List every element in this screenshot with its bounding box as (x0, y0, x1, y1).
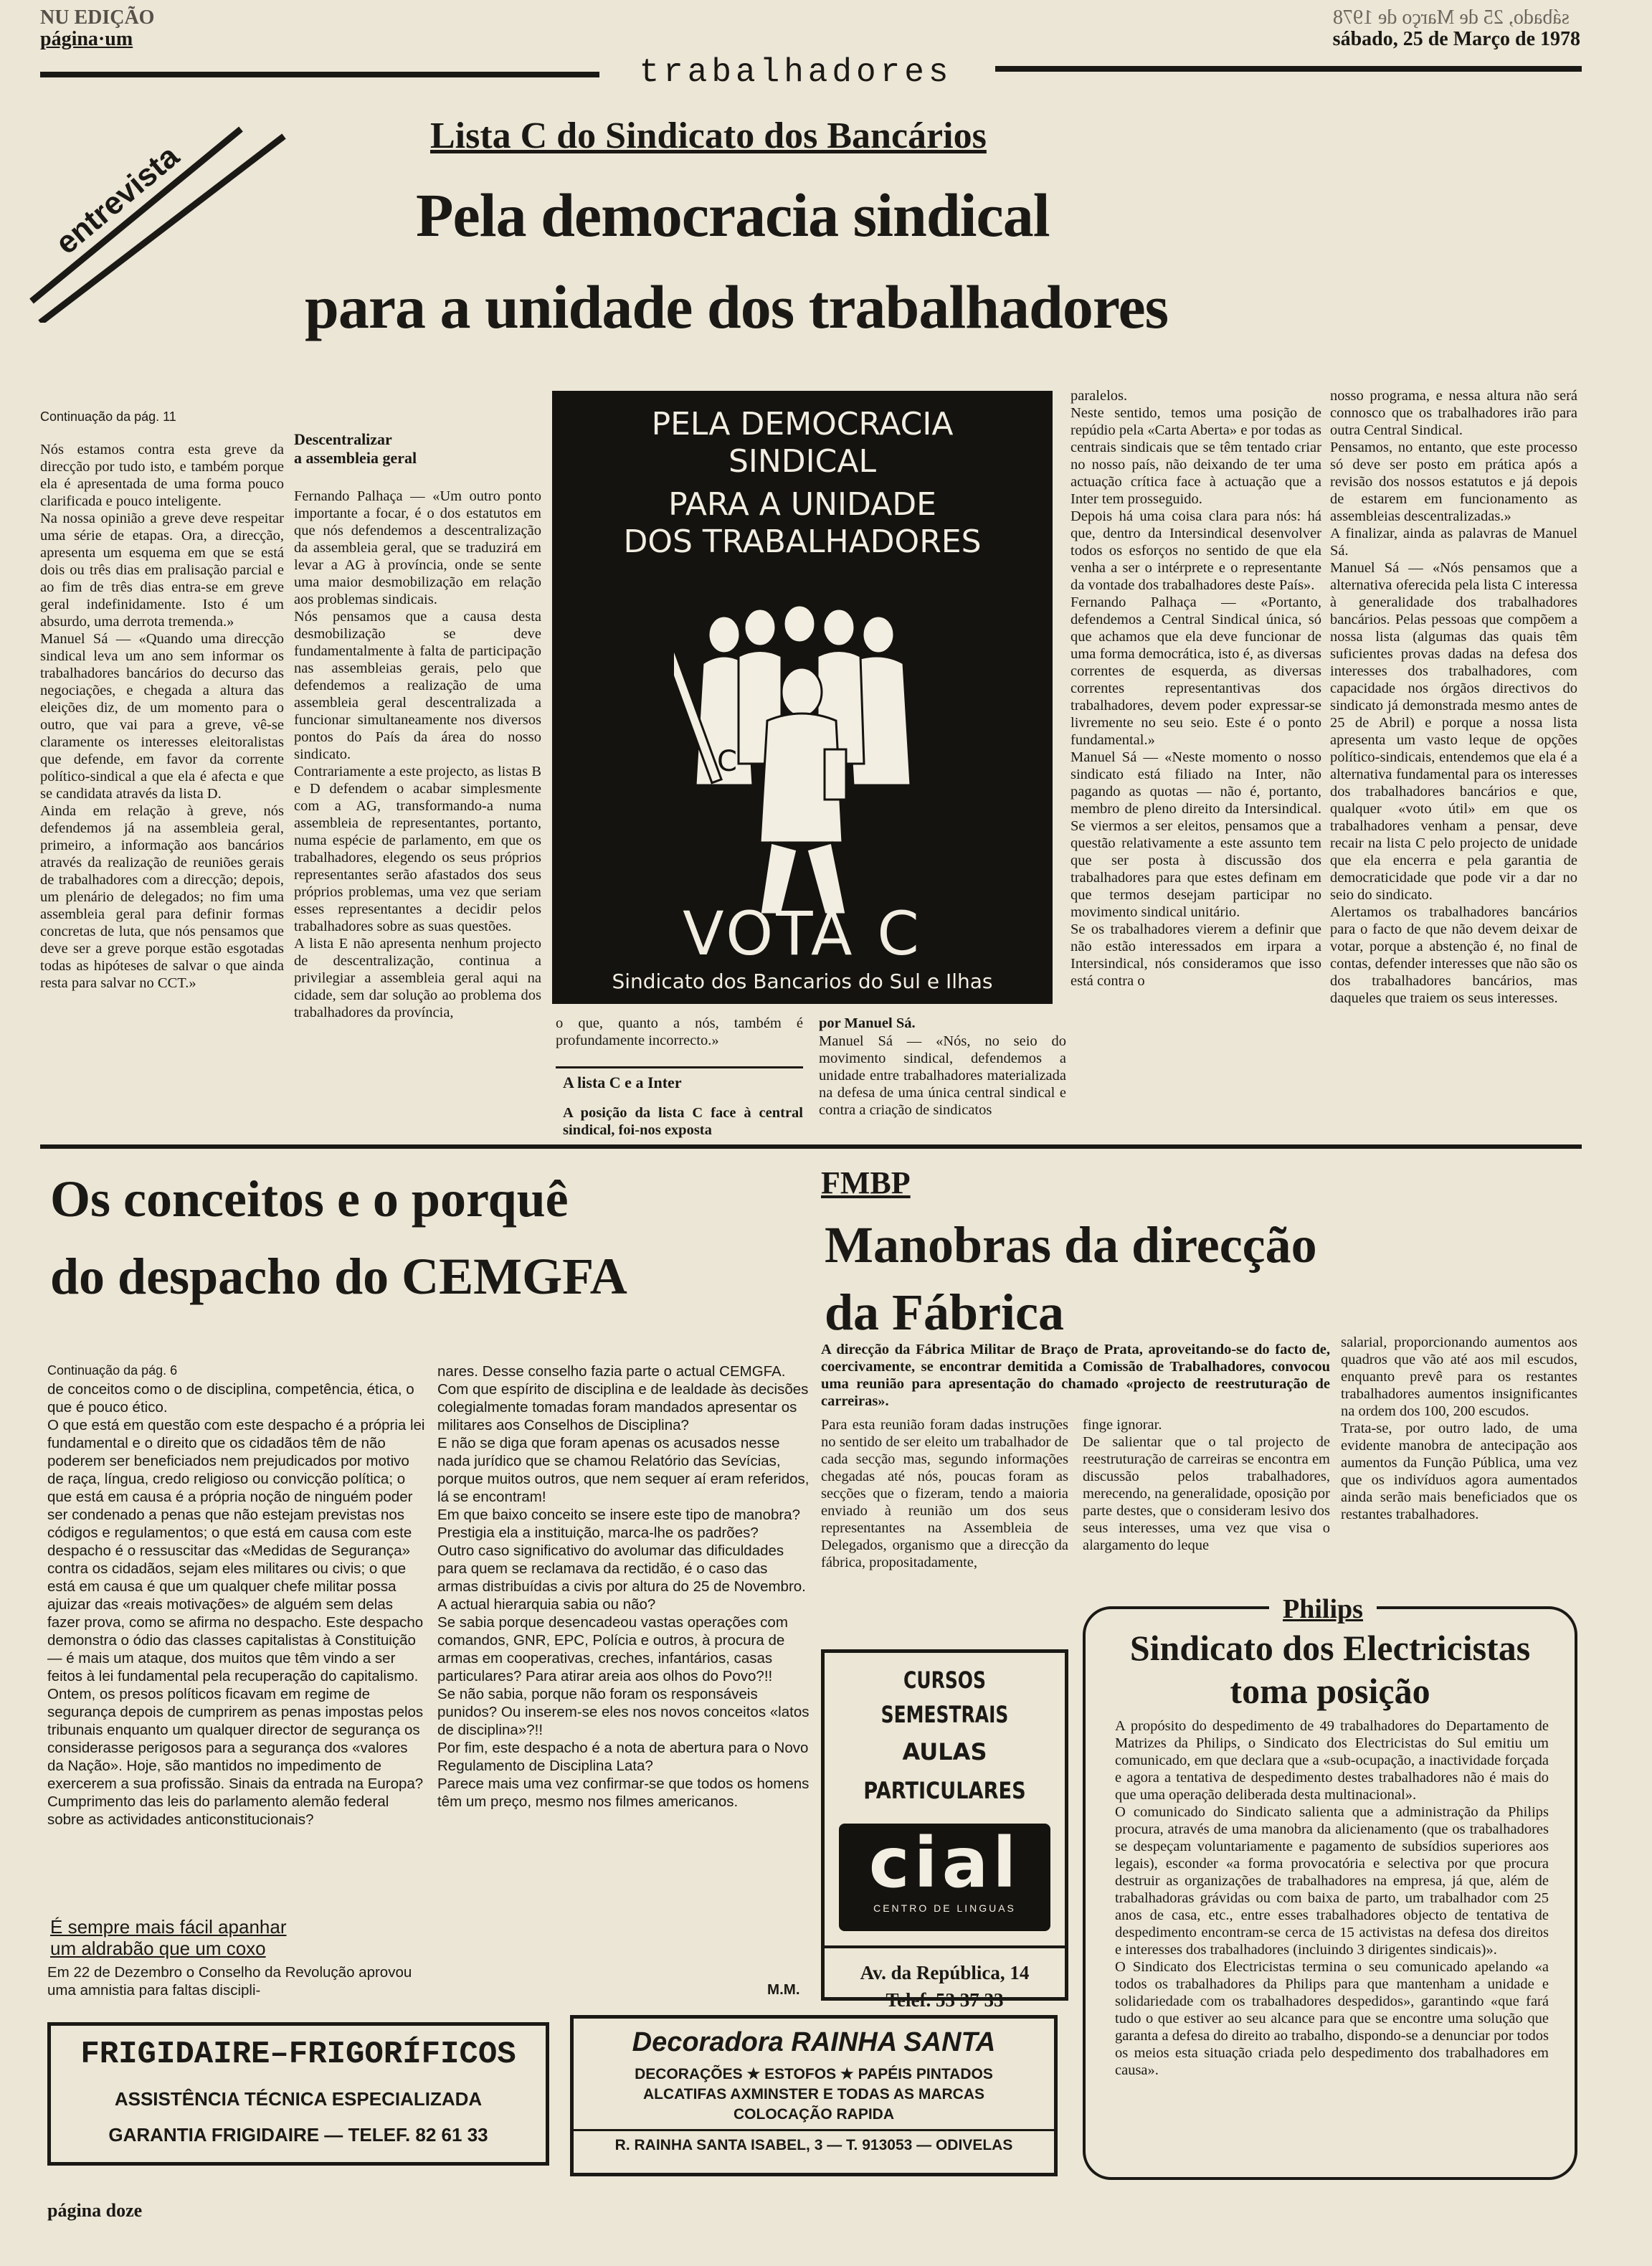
interview-column-3: Manuel Sá — «Nós, no seio do movimento sindical, defendemos a unidade entre trabalhadores materializada na defesa de uma única central sindical e contra a criação de sindicatos (819, 1033, 1066, 1118)
fmbp-column-3: salarial, proporcionando aumentos aos quadros que vão até aos mil escudos, enquanto prevê para os restantes trabalhadores aumentos insignificantes na ordem dos 100, 200 escudos. Trata-se, por outro lado, de uma evidente manobra de antecipação aos aumentos da Função Pública, uma vez que os indivíduos agora aumentados ainda serão mais beneficiados que os restantes trabalhadores. (1341, 1335, 1577, 1522)
philips-headline-2: toma posição (1230, 1671, 1430, 1711)
publication-edition (40, 7, 154, 50)
interview-column-4: paralelos. Neste sentido, temos uma posição de repúdio pela «Carta Aberta» e por todas as centrais sindicais que se têm tentado criar no nosso país, não deixando de ter uma actuação crítica face à actuação que a Inter tem prosseguido. Depois há uma coisa clara para nós: há que, dentro da Intersindical desenvolver todos os esforços no sentido de que ela venha a ser o intérprete e o representante da vontade dos trabalhadores deste País». Fernando Palhaça — «Portanto, defendemos a Central Sindical única, só que achamos que ela deve funcionar de uma forma democrática, isto é, as diversas correntes de esquerda, as diversas correntes representantivas dos trabalhadores, devem poder expressar-se livremente no seu seio. Este é o ponto fundamental.» Manuel Sá — «Neste momento o nosso sindicato está filiado na Inter, não pagando as quotas — não é, portanto, membro de pleno direito da Intersindical. Se viermos a ser eleitos, pensamos que a questão relativamente a este assunto tem que ser posta à discussão dos trabalhadores para que estes definam em que termos desejam participar no movimento sindical unitário. Se os trabalhadores vierem a definir que não estão interessados em irpara a Intersindical, nós consideramos que isso está contra o (1071, 388, 1321, 989)
page-reference: página·um (40, 28, 133, 50)
cial-logo-subtitle: CENTRO DE LINGUAS (873, 1902, 1016, 1914)
interview-kicker: Lista C do Sindicato dos Bancários (430, 115, 987, 156)
poster-line-3: PARA A UNIDADE (668, 486, 936, 523)
page-number-footer: página doze (47, 2200, 143, 2221)
cial-phone: Telef. 53 37 33 (886, 1989, 1004, 2011)
interview-inter-attribution: por Manuel Sá. (819, 1015, 916, 1031)
cemgfa-subhead: É sempre mais fácil apanhar um aldrabão que um coxo (50, 1916, 287, 1959)
interview-badge: entrevista (49, 138, 186, 262)
frigidaire-line-1: ASSISTÊNCIA TÉCNICA ESPECIALIZADA (114, 2088, 483, 2110)
cemgfa-headline-2: do despacho do CEMGFA (50, 1248, 627, 1305)
cemgfa-continuation: Continuação da pág. 6 (47, 1363, 178, 1378)
rainha-line-2: ALCATIFAS AXMINSTER E TODAS AS MARCAS (642, 2086, 985, 2103)
cemgfa-signature: M.M. (767, 1981, 800, 1998)
interview-inter-lead: A posição da lista C face à central sindical, foi-nos exposta (563, 1105, 803, 1138)
cemgfa-headline-1: Os conceitos e o porquê (50, 1170, 569, 1228)
interview-column-5: nosso programa, e nessa altura não será connosco que os trabalhadores irão para outra Central Sindical. Pensamos, no entanto, que este processo só deve ser posto em prática após a revisão dos nossos estatutos e já depois de estarem em funcionamento as assembleias descentralizadas.» A finalizar, ainda as palavras de Manuel Sá. Manuel Sá — «Nós pensamos que a alternativa oferecida pela lista C interessa à generalidade dos trabalhadores bancários. Pelas pessoas que compõem a nossa lista (algumas das quais têm suficientes provas dadas na defesa dos interesses dos trabalhadores, com capacidade nos órgãos directivos do sindicato já demonstrada mesmo antes de 25 de Abril) e porque a nossa lista apresenta um vasto leque de opções político-sindicais, entendemos que ela é a alternativa fundamental para os interesses dos trabalhadores bancários e que, qualquer «voto útil» em que os trabalhadores venham a pensar, deve recair na lista C pelo projecto de unidade que ela encerra e pela garantia de democraticidade que pode vir a dar no seio do sindicato. Alertamos os trabalhadores bancários para o facto de que não devem deixar de votar, porque a abstenção é, no final de contas, defender interesses que não são os dos trabalhadores bancários, mas daqueles que traiem os seus interesses. (1330, 388, 1577, 1006)
poster-sign-letter: C (717, 745, 737, 778)
fmbp-kicker: FMBP (821, 1165, 911, 1200)
cemgfa-column-1-end: Em 22 de Dezembro o Conselho da Revolução aprovou uma amnistia para faltas discipli- (47, 1964, 412, 1999)
cial-logo: cial (868, 1823, 1021, 1903)
interview-subhead-descentralizar: Descentralizar a assembleia geral (294, 430, 417, 467)
poster-line-1: PELA DEMOCRACIA (651, 406, 954, 442)
poster-vote: VOTA C (683, 899, 922, 969)
cial-address: Av. da República, 14 (860, 1962, 1030, 1983)
fmbp-column-1: Para esta reunião foram dadas instruções no sentido de ser eleito um trabalhador de cada secção mas, segundo informações chegadas até nós, poucas foram as secções que o fizeram, tendo a maioria enviado à reunião um dos seus representantes na Assembleia de Delegados, organismo que a direcção da fábrica, propositadamente, (821, 1417, 1068, 1570)
interview-subhead-inter: A lista C e a Inter (563, 1073, 682, 1091)
fmbp-headline-2: da Fábrica (825, 1284, 1064, 1341)
edition-label: NU EDIÇÃO (40, 6, 155, 29)
interview-column-1: Nós estamos contra esta greve da direcção por tudo isto, e também porque ela é apresentada de uma forma pouco clarificada e pouco inteligente. Na nossa opinião a greve deve respeitar uma série de etapas. Ora, a direcção, apresenta um esquema em que se está dois ou três dias em pralisação parcial e ao fim de três dias entra-se em greve geral indefinidamente. Isto é um absurdo, uma derrota tremenda.» Manuel Sá — «Quando uma direcção sindical leva um ano sem informar os trabalhadores bancários do decurso das negociações, e chegada a altura das eleições diz, de um momento para o outro, que vai para a greve, vê-se claramente os interesses eleitoralistas que defende, em favor da corrente político-sindical a que ela é afecta e que se candidata através da lista D. Ainda em relação à greve, nós defendemos já na assembleia geral, primeiro, a informação aos bancários através da realização de reuniões gerais de trabalhadores com a direcção; depois, um plenário de delegados; no fim uma assembleia geral para definir formas concretas de luta, que nós pensamos que deve ser a greve porque estão esgotadas todas as hipóteses de salvar o que ainda resta para salvar no CCT.» (40, 442, 284, 991)
rainha-title: Decoradora RAINHA SANTA (632, 2027, 996, 2057)
rainha-santa-ad (570, 2015, 1058, 2176)
poster-line-2: SINDICAL (728, 443, 876, 480)
frigidaire-ad (47, 2022, 549, 2166)
poster-line-4: DOS TRABALHADORES (623, 523, 982, 560)
rainha-line-1: DECORAÇÕES ★ ESTOFOS ★ PAPÉIS PINTADOS (635, 2066, 993, 2082)
lista-c-poster (552, 391, 1053, 1004)
fmbp-lead: A direcção da Fábrica Militar de Braço de Prata, aproveitando-se do facto de, coercivamente, se encontrar demitida a Comissão de Trabalhadores, convocou uma reunião para apresentação do chamado «projecto de reestruturação de carreiras». (821, 1342, 1330, 1409)
marching-workers-illustration (674, 606, 932, 921)
cial-divider (825, 1945, 1065, 1948)
interview-column-2: Fernando Palhaça — «Um outro ponto importante a focar, é o dos estatutos em que nós defendemos a descentralização da assembleia geral, que se traduzirá em levar a AG à província, onde se sente uma maior desmobilização em relação aos problemas sindicais. Nós pensamos que a causa desta desmobilização se deve fundamentalmente à falta de participação nas assembleias gerais, pelo que defendemos a realização de uma assembleia geral descentralizada a funcionar simultaneamente nos diversos pontos do País da área do nosso sindicato. Contrariamente a este projecto, as listas B e D defendem o acabar simplesmente com a AG, transformando-a numa assembleia de representantes, portanto, numa espécie de parlamento, em que os trabalhadores, elegendo os seus próprios representantes serão afastados dos seus próprios problemas, uma vez que seriam esses representantes a decidir pelos trabalhadores sobre as suas questões. A lista E não apresenta nenhum projecto de descentralização, continua a privilegiar a assembleia geral aqui na cidade, sem dar solução ao problema dos trabalhadores da província, (294, 488, 541, 1020)
frigidaire-line-2: GARANTIA FRIGIDAIRE — TELEF. 82 61 33 (108, 2124, 488, 2146)
interview-diagonal-stripes (26, 108, 291, 323)
rainha-divider (574, 2129, 1054, 2131)
frigidaire-title: FRIGIDAIRE–FRIGORÍFICOS (80, 2037, 516, 2072)
rainha-line-3: COLOCAÇÃO RAPIDA (734, 2106, 894, 2123)
inter-rule (556, 1066, 803, 1068)
issue-date-block (1333, 7, 1580, 50)
mid-page-rule (40, 1144, 1582, 1149)
fmbp-column-2: finge ignorar. De salientar que o tal projecto de reestruturação de carreiras se encontra em discussão pelos trabalhadores, merecendo, na generalidade, oposição por parte destes, que o consideram lesivo dos seus interesses, uma vez que visa o alargamento do leque (1083, 1417, 1330, 1553)
section-title: trabalhadores (639, 54, 953, 91)
rainha-address: R. RAINHA SANTA ISABEL, 3 — T. 913053 — ODIVELAS (614, 2137, 1013, 2153)
cial-logo-box (839, 1824, 1050, 1931)
interview-continuation: Continuação da pág. 11 (40, 409, 176, 424)
poster-union: Sindicato dos Bancarios do Sul e Ilhas (612, 970, 993, 993)
cial-line-1: CURSOS SEMESTRAIS (880, 1667, 1009, 1728)
interview-headline-1: Pela democracia sindical (416, 181, 1050, 250)
cemgfa-column-2: nares. Desse conselho fazia parte o actual CEMGFA. Com que espírito de disciplina e de lealdade às decisões colegialmente tomadas foram mandados apresentar os militares aos Conselhos de Disciplina? E não se diga que foram apenas os acusados nesse nada jurídico que se chamou Relatório das Sevícias, porque muitos outros, que nem sequer aí eram referidos, lá se encontram! Em que baixo conceito se insere este tipo de manobra? Prestigia ela a instituição, marca-lhe os padrões? Outro caso significativo do avolumar das dificuldades para quem se reclamava da rectidão, é o caso das armas distribuídas a civis por altura do 25 de Novembro. A actual hierarquia sabia ou não? Se sabia porque desencadeou vastas operações com comandos, GNR, EPC, Polícia e outros, à procura de armas em cooperativas, creches, infantários, casas particulares? Para atirar areia aos olhos do Povo?!! Se não sabia, porque não foram os responsáveis punidos? Ou inserem-se eles nos novos conceitos «latos de disciplina»?!! Por fim, este despacho é a nota de abertura para o Novo Regulamento de Disciplina Lata? Parece mais uma vez confirmar-se que todos os homens têm um preço, mesmo nos filmes americanos. (437, 1363, 810, 1810)
cemgfa-column-1: de conceitos como o de disciplina, competência, ética, o que é pouco ético. O que está em questão com este despacho é a própria lei fundamental e o direito que os cidadãos têm de não poderem ser beneficiados nem prejudicados por motivo de raça, língua, credo religioso ou convicção política; o que está em causa é a própria noção de ninguém poder ser condenado a penas que não estejam previstas nos códigos e regulamentos; o que está em causa com este despacho é o ressuscitar das «Medidas de Segurança» contra os cidadãos, sejam eles militares ou civis; o que está em causa é que um qualquer chefe militar possa ajuizar das «reais motivações» de alguém sem delas fazer prova, como se afirma no despacho. Este despacho demonstra o ódio das classes capitalistas à Constituição — é mais um ataque, dos muitos que têm vindo a ser feitos à lei fundamental pela recuperação do capitalismo. Ontem, os presos políticos ficavam em regime de segurança depois de cumprirem as penas impostas pelos tribunais enquanto um qualquer director de segurança os considerasse perigosos para a segurança dos «valores da Nação». Hoje, são mantidos no impedimento de exercerem a sua profissão. Sinais da entrada na Europa? Cumprimento das leis do parlamento alemão federal sobre as actividades anticonstitucionais? (47, 1381, 425, 1828)
philips-kicker: Philips (1283, 1594, 1363, 1624)
issue-date: sábado, 25 de Março de 1978 (1332, 28, 1580, 50)
fmbp-headline-1: Manobras da direcção (825, 1216, 1317, 1274)
interview-under-poster-text: o que, quanto a nós, também é profundamente incorrecto.» (556, 1015, 803, 1048)
cial-ad (821, 1649, 1068, 2011)
cial-line-2: AULAS (902, 1738, 987, 1765)
philips-body: A propósito do despedimento de 49 trabalhadores do Departamento de Matrizes da Philips, o Sindicato dos Electricistas do Sul emitiu um comunicado, em que declara que a «sub-ocupação, a inactividade forçada e agora a tentativa de despedimento destes trabalhadores não é mais do que uma operação deliberada desta multinacional». O comunicado do Sindicato salienta que a administração da Philips procura, através de uma manobra da alicienamento (que os trabalhadores se despeçam voluntariamente e pagamento de subsídios superiores aos legais), esconder «a forma provocatória e selectiva por que procura destruir as organizações de trabalhadores na empresa, já que, além de trabalhadoras grávidas ou com baixa de parto, um trabalhador com 25 anos de casa, etc., entre esses trabalhadores objecto de tentativa de despedimento encontram-se cerca de 15 activistas na defesa dos direitos e interesses dos trabalhadores (incluindo 3 dirigentes sindicais)». O Sindicato dos Electricistas termina o seu comunicado apelando «a todos os trabalhadores da Philips para que mantenham a unidade e solidariedade com os trabalhadores despedidos», garantindo «que fará tudo o que estiver ao seu alcance para que se encontre uma solução que garanta a defesa do direito ao trabalho, dispondo-se a denunciar por todos os meios esta situação criada pelo despedimento dos trabalhadores em causa». (1115, 1718, 1549, 2078)
cial-line-3: PARTICULARES (863, 1777, 1026, 1804)
section-rule-right (995, 66, 1582, 72)
philips-headline-1: Sindicato dos Electricistas (1129, 1628, 1531, 1668)
section-rule-left (40, 72, 599, 77)
show-through-mirror-text: sábado, 25 de Março de 1978 (1332, 6, 1570, 29)
interview-headline-2: para a unidade dos trabalhadores (305, 272, 1169, 341)
